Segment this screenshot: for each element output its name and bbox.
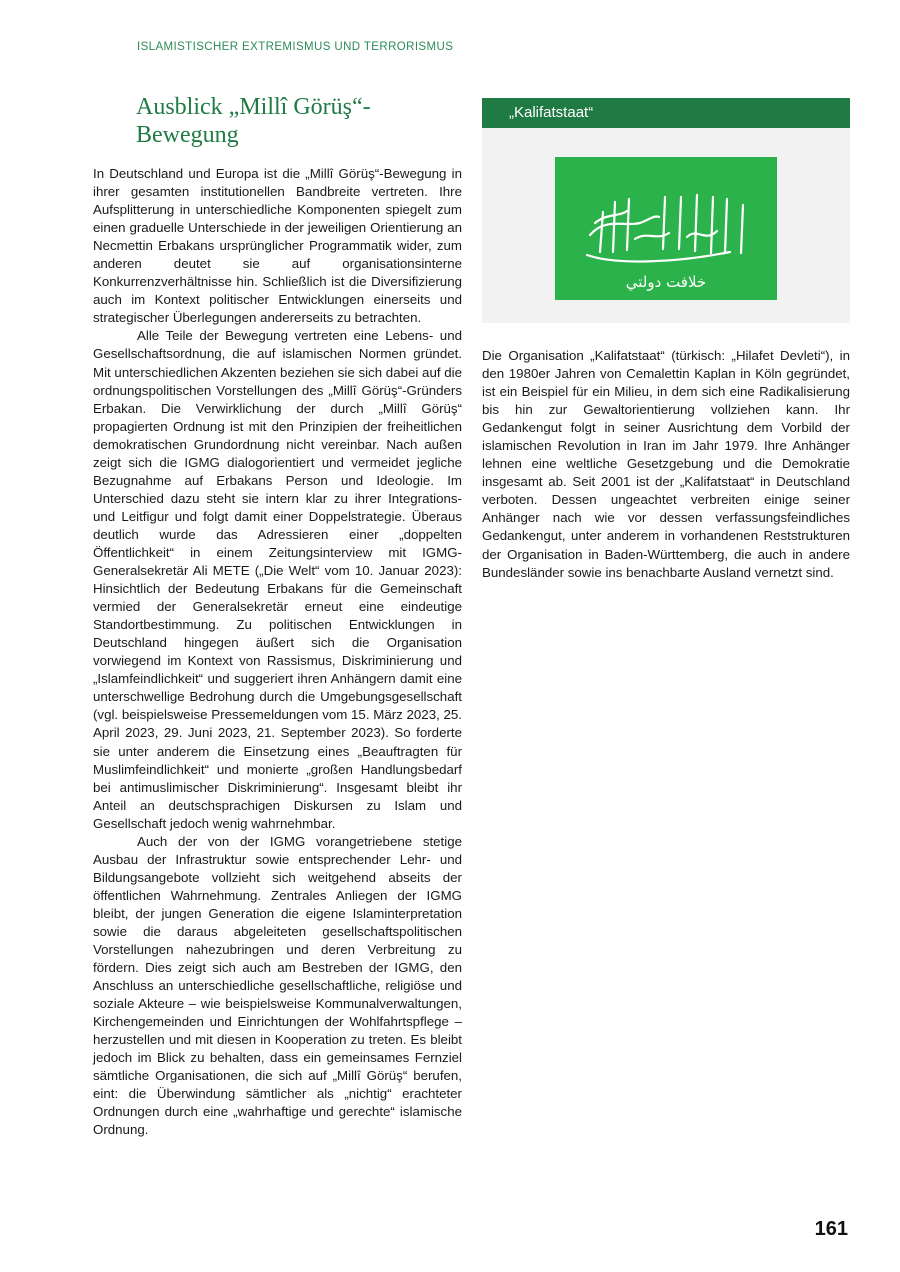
kalifatstaat-flag-icon [555,157,777,300]
paragraph: In Deutschland und Europa ist die „Millî Görüş“-Bewegung in ihrer gesamten institutionellen Bandbreite vertreten. Ihre Aufsplitterung in unterschiedliche Komponenten spiegelt zum einen graduelle Unterschiede in der jeweiligen Orientierung an Necmettin Erbakans ursprünglicher Programmatik wider, zum anderen deutet sie auf organisationsinterne Konkurrenzverhältnisse hin. Schließlich ist die Diversifizierung auch im Kontext politischer Entwicklungen einerseits und strategischer Überlegungen andererseits zu betrachten. [93,166,462,326]
flag-caption: خلافت دولتي [625,273,707,291]
paragraph: Alle Teile der Bewegung vertreten eine Lebens- und Gesellschaftsordnung, die auf islamischen Normen gründet. Mit unterschiedlichen Akzenten beziehen sie sich dabei auf die ordnungspolitischen Vorstellungen des „Millî Görüş“-Gründers Erbakan. Die Verwirklichung der durch „Millî Görüş“ propagierten Ordnung ist mit den Prinzipien der freiheitlichen demokratischen Grundordnung nicht vereinbar. Nach außen zeigt sich die IGMG dialogorientiert und vermeidet jegliche Bezugnahme auf Erbakans Person und Ideologie. Im Unterschied dazu steht sie intern klar zu ihrer Integrations- und Leitfigur und folgt damit einer Doppelstrategie. Überaus deutlich wurde das Adressieren einer „doppelten Öffentlichkeit“ in einem Zeitungsinterview mit IGMG-Generalsekretär Ali METE („Die Welt“ vom 10. Januar 2023): Hinsichtlich der Bedeutung Erbakans für die Gemeinschaft vermied der Generalsekretär erneut eine eindeutige Standortbestimmung. Zu politischen Entwicklungen in Deutschland hingegen äußert sich die Organisation vorwiegend im Kontext von Rassismus, Diskriminierung und „Islamfeindlichkeit“ und suggeriert ihren Anhängern damit eine unterschwellige Bedrohung durch die Umgebungsgesellschaft (vgl. beispielsweise Pressemeldungen vom 15. März 2023, 25. April 2023, 29. Juni 2023, 21. September 2023). So forderte sie unter anderem die Einsetzung eines „Beauftragten für Muslimfeindlichkeit“ und monierte „großen Handlungsbedarf bei antimuslimischer Diskriminierung“. Insgesamt bleibt ihr Anteil an deutschsprachigen Diskursen zu Islam und Gesellschaft jedoch wenig wahrnehmbar. [93,328,462,831]
infobox-image-panel [482,128,850,323]
main-text-column [93,165,462,1140]
section-title: Ausblick „Millî Görüş“-Bewegung [136,94,371,148]
running-head: ISLAMISTISCHER EXTREMISMUS UND TERRORISMUS [137,41,454,53]
page-number: 161 [814,1218,848,1240]
infobox-title: „Kalifatstaat“ [482,98,850,128]
paragraph: Auch der von der IGMG vorangetriebene stetige Ausbau der Infrastruktur sowie entsprechender Lehr- und Bildungsangebote vollzieht sich weitgehend abseits der öffentlichen Wahrnehmung. Zentrales Anliegen der IGMG bleibt, der jungen Generation die eigene Islaminterpretation sowie die daraus abgeleiteten gesellschaftspolitischen Vorstellungen nahezubringen und deren Verbreitung zu fördern. Dies zeigt sich auch am Bestreben der IGMG, den Anschluss an unterschiedliche gesellschaftliche, religiöse und soziale Akteure – wie beispielsweise Kommunalverwaltungen, Kirchengemeinden und Einrichtungen der Wohlfahrtspflege – herzustellen und mit diesen in Kooperation zu treten. Es bleibt jedoch im Blick zu behalten, dass ein gemeinsames Fernziel sämtliche Organisationen, die sich auf „Millî Görüş“ berufen, eint: die Überwindung sämtlicher als „nichtig“ erachteter Ordnungen durch eine „wahrhaftige und gerechte“ islamische Ordnung. [93,833,462,1138]
infobox-text-column [482,347,850,582]
paragraph: Die Organisation „Kalifatstaat“ (türkisch: „Hilafet Devleti“), in den 1980er Jahren von Cemalettin Kaplan in Köln gegründet, ist ein Beispiel für ein Milieu, in dem sich eine Radikalisierung bis hin zur Gewaltorientierung vollziehen kann. Ihr Gedankengut folgt in seiner Ausrichtung dem Vorbild der islamischen Revolution in Iran im Jahr 1979. Ihre Anhänger lehnen eine weltliche Gesetzgebung und die Demokratie insgesamt ab. Seit 2001 ist der „Kalifatstaat“ in Deutschland verboten. Dessen ungeachtet verbreiten einige seiner Anhänger nach wie vor dessen verfassungsfeindliches Gedankengut, unter anderem in vorhandenen Reststrukturen der Organisation in Baden-Württemberg, die auch in andere Bundesländer sowie ins benachbarte Ausland vernetzt sind. [482,348,850,580]
